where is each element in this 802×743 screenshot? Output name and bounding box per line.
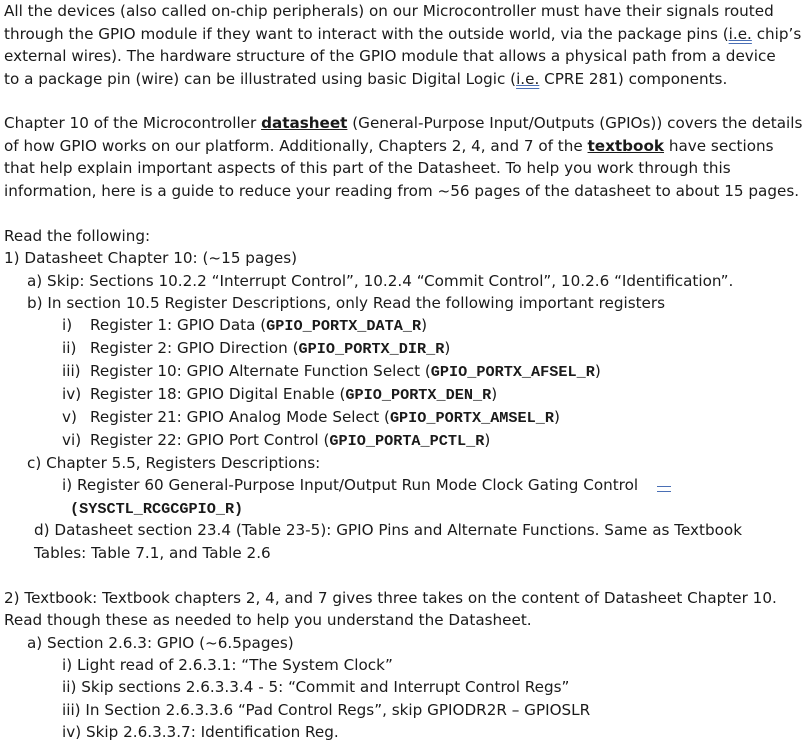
register-item: ii) Register 2: GPIO Direction (GPIO_PORTX_DIR_R) (62, 339, 451, 358)
ch10-line-4: information, here is a guide to reduce your reading from ~56 pages of the datasheet to about 15 pages. (4, 182, 800, 200)
register-item: vi) Register 22: GPIO Port Control (GPIO_PORTA_PCTL_R) (62, 431, 491, 450)
textbook-item-a: a) Section 2.6.3: GPIO (~6.5pages) (27, 634, 294, 652)
textbook-subitem: i) Light read of 2.6.3.1: “The System Clock” (62, 656, 393, 674)
read-item-1: 1) Datasheet Chapter 10: (~15 pages) (4, 249, 298, 267)
double-underline-mark (657, 486, 671, 492)
ie-abbrev-2: i.e. (516, 70, 540, 88)
register-item: iv) Register 18: GPIO Digital Enable (GPIO_PORTX_DEN_R) (62, 385, 498, 404)
register-item: i) Register 1: GPIO Data (GPIO_PORTX_DATA_R) (62, 316, 428, 335)
textbook-line-1: 2) Textbook: Textbook chapters 2, 4, and 7 gives three takes on the content of Datasheet Chapter 10. (4, 589, 777, 607)
textbook-subitem: ii) Skip sections 2.6.3.3.4 - 5: “Commit and Interrupt Control Regs” (62, 678, 570, 696)
ch10-line-1: Chapter 10 of the Microcontroller datasheet (General-Purpose Input/Outputs (GPIOs)) covers the details (4, 114, 802, 132)
textbook-link[interactable]: textbook (587, 137, 665, 155)
intro-line-3: external wires). The hardware structure of the GPIO module that allows a physical path from a device (4, 47, 776, 65)
read-item-1c: c) Chapter 5.5, Registers Descriptions: (27, 454, 321, 472)
read-heading: Read the following: (4, 227, 151, 245)
read-item-1c-i: i) Register 60 General-Purpose Input/Output Run Mode Clock Gating Control (62, 476, 639, 494)
datasheet-link[interactable]: datasheet (261, 114, 348, 132)
intro-line-2: through the GPIO module if they want to interact with the outside world, via the package pins (i.e. chip’s (4, 25, 802, 43)
intro-line-1: All the devices (also called on-chip peripherals) on our Microcontroller must have their signals routed (4, 2, 774, 20)
ch10-line-3: that help explain important aspects of this part of the Datasheet. To help you work through this (4, 159, 731, 177)
ch10-line-2: of how GPIO works on our platform. Additionally, Chapters 2, 4, and 7 of the textbook have sections (4, 137, 774, 155)
read-item-1d-line-1: d) Datasheet section 23.4 (Table 23-5): GPIO Pins and Alternate Functions. Same as Textbook (34, 521, 743, 539)
intro-line-4: to a package pin (wire) can be illustrated using basic Digital Logic (i.e. CPRE 281) components. (4, 70, 728, 88)
read-item-1a: a) Skip: Sections 10.2.2 “Interrupt Control”, 10.2.4 “Commit Control”, 10.2.6 “Identification”. (27, 272, 734, 290)
read-item-1d-line-2: Tables: Table 7.1, and Table 2.6 (34, 544, 271, 562)
textbook-line-2: Read though these as needed to help you understand the Datasheet. (4, 611, 532, 629)
textbook-subitem: iii) In Section 2.6.3.3.6 “Pad Control Regs”, skip GPIODR2R – GPIOSLR (62, 701, 591, 719)
textbook-subitem: iv) Skip 2.6.3.3.7: Identification Reg. (62, 723, 339, 741)
read-item-1b: b) In section 10.5 Register Descriptions, only Read the following important registers (27, 294, 666, 312)
register-item: v) Register 21: GPIO Analog Mode Select (GPIO_PORTX_AMSEL_R) (62, 408, 560, 427)
ie-abbrev-1: i.e. (728, 25, 752, 43)
read-item-1c-code: (SYSCTL_RCGCGPIO_R) (70, 500, 244, 518)
register-item: iii) Register 10: GPIO Alternate Function Select (GPIO_PORTX_AFSEL_R) (62, 362, 601, 381)
